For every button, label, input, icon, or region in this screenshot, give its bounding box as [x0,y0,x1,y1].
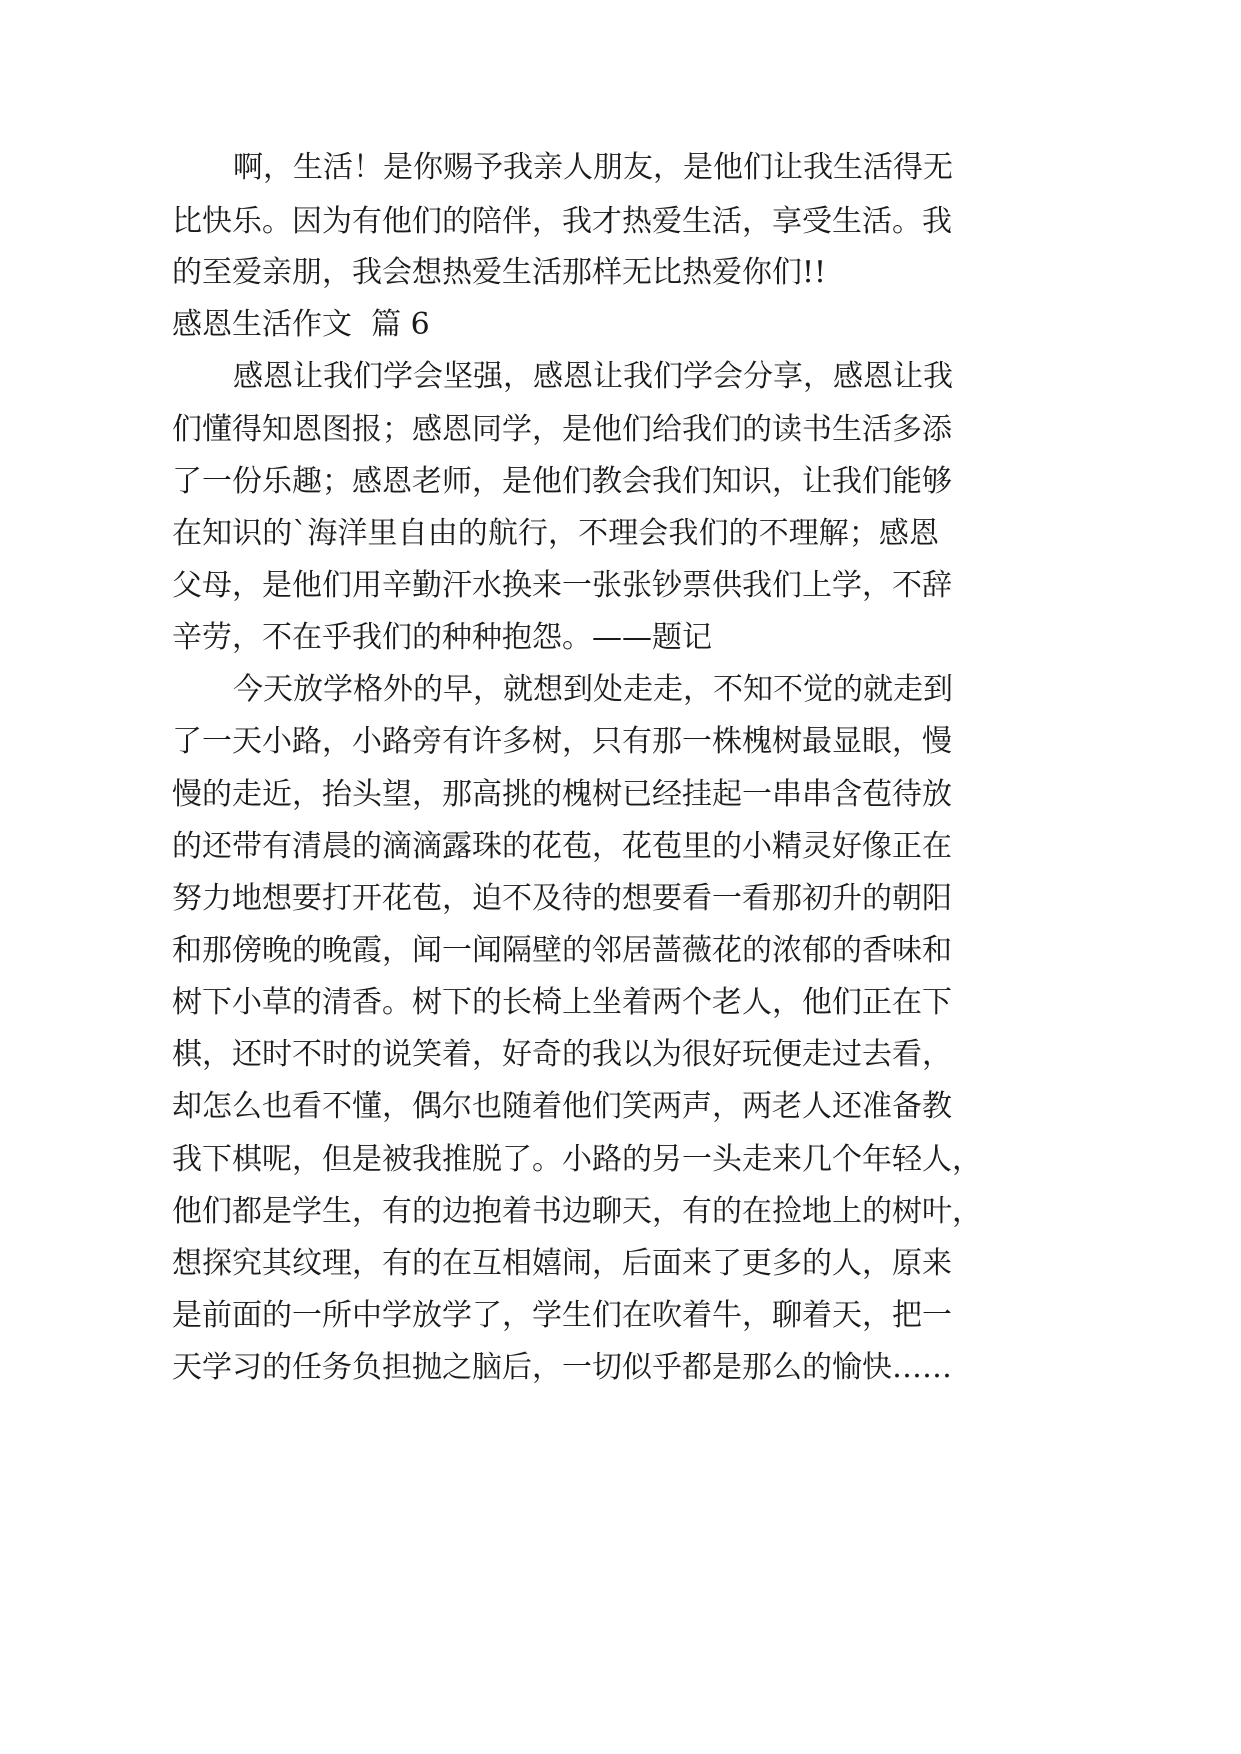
paragraph-line: 是前面的一所中学放学了，学生们在吹着牛，聊着天，把一 [172,1298,952,1333]
paragraph-line: 在知识的`海洋里自由的航行，不理会我们的不理解；感恩 [172,516,939,551]
paragraph-line: 感恩让我们学会坚强，感恩让我们学会分享，感恩让我 [233,359,953,394]
paragraph-line: 天学习的任务负担抛之脑后，一切似乎都是那么的愉快…… [172,1350,952,1385]
paragraph-line: 的至爱亲朋，我会想热爱生活那样无比热爱你们!! [172,255,827,290]
paragraph-line: 我下棋呢，但是被我推脱了。小路的另一头走来几个年轻人， [172,1142,982,1177]
paragraph-line: 的还带有清晨的滴滴露珠的花苞，花苞里的小精灵好像正在 [172,829,952,864]
paragraph-line: 父母，是他们用辛勤汗水换来一张张钞票供我们上学，不辞 [172,568,952,603]
paragraph-line: 啊，生活！是你赐予我亲人朋友，是他们让我生活得无 [233,150,953,185]
paragraph-line: 和那傍晚的晚霞，闻一闻隔壁的邻居蔷薇花的浓郁的香味和 [172,933,952,968]
paragraph-line: 了一份乐趣；感恩老师，是他们教会我们知识，让我们能够 [172,464,952,499]
paragraph-line: 棋，还时不时的说笑着，好奇的我以为很好玩便走过去看， [172,1037,952,1072]
paragraph-line: 想探究其纹理，有的在互相嬉闹，后面来了更多的人，原来 [172,1246,952,1281]
paragraph-line: 慢的走近，抬头望，那高挑的槐树已经挂起一串串含苞待放 [172,777,952,812]
section-heading: 感恩生活作文 篇 6 [172,307,430,342]
paragraph-line: 比快乐。因为有他们的陪伴，我才热爱生活，享受生活。我 [172,204,952,239]
paragraph-line: 辛劳，不在乎我们的种种抱怨。——题记 [172,620,712,655]
paragraph-line: 今天放学格外的早，就想到处走走，不知不觉的就走到 [233,672,953,707]
paragraph-line: 了一天小路，小路旁有许多树，只有那一株槐树最显眼，慢 [172,724,952,759]
paragraph-line: 们懂得知恩图报；感恩同学，是他们给我们的读书生活多添 [172,412,952,447]
paragraph-line: 他们都是学生，有的边抱着书边聊天，有的在捡地上的树叶， [172,1194,982,1229]
paragraph-line: 树下小草的清香。树下的长椅上坐着两个老人，他们正在下 [172,985,952,1020]
paragraph-line: 努力地想要打开花苞，迫不及待的想要看一看那初升的朝阳 [172,881,952,916]
paragraph-line: 却怎么也看不懂，偶尔也随着他们笑两声，两老人还准备教 [172,1089,952,1124]
